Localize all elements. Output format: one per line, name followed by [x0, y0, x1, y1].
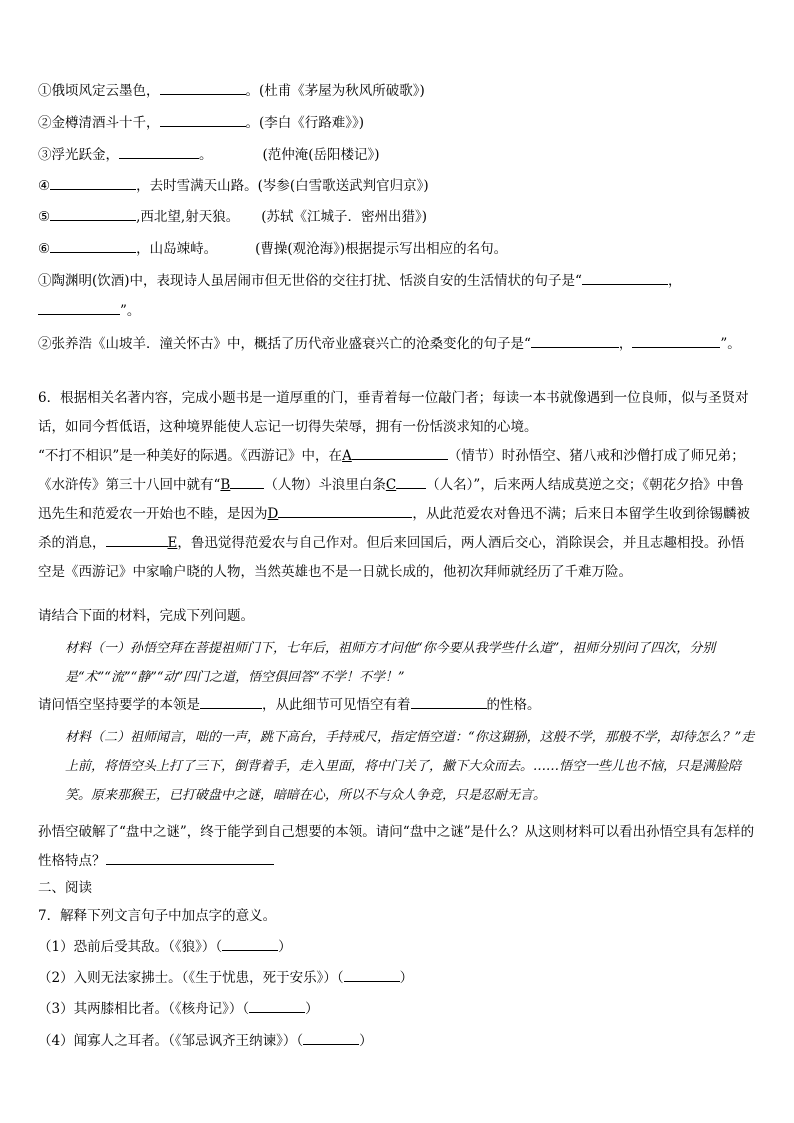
- line-text: ⑤: [38, 209, 51, 225]
- question-text: ，从此细节可见悟空有着: [262, 697, 411, 713]
- paragraph-text: ，鲁迅觉得范爱农与自己作对。但后来回国后，两人酒后交心，消除误会，并且志趣相投。孙悟空是《西游记》中家喻户晓的人物，当然英雄也不是一日就长成的，他初次拜师就经历了千难万险。: [38, 535, 745, 580]
- question-text: 的性格。: [486, 697, 541, 713]
- poetry-line-6: [38, 238, 756, 259]
- line-text: 。(杜甫《茅屋为秋风所破歌》): [245, 83, 425, 99]
- line-text: ⑥: [38, 241, 51, 257]
- question-7-item-1: [38, 936, 756, 957]
- answer-blank[interactable]: [531, 333, 619, 348]
- item-text: （1）恐前后受其敌。（《狼》）（: [38, 939, 223, 955]
- question-7-item-2: [38, 967, 756, 988]
- question-6-part-b: [38, 818, 756, 876]
- answer-blank-a[interactable]: [352, 445, 448, 460]
- item-text: （4）闻寡人之耳者。（《邹忌讽齐王纳谏》）（: [38, 1033, 304, 1049]
- poetry-line-4: [38, 175, 756, 196]
- line-text: ①俄顷风定云墨色，: [38, 83, 160, 99]
- line-text: ②金樽清酒斗十千，: [38, 115, 160, 131]
- question-text: 7．解释下列文言句子中加点字的意义。: [38, 908, 277, 924]
- line-text: ①陶渊明(饮酒)中，表现诗人虽居闹市但无世俗的交往打扰、恬淡自安的生活情状的句子是“: [38, 273, 582, 289]
- answer-blank-c[interactable]: [396, 474, 426, 489]
- answer-blank[interactable]: [632, 333, 720, 348]
- question-6-paragraph: [38, 442, 756, 587]
- paragraph-text: “不打不相识”是一种美好的际遇。《西游记》中，在: [38, 448, 343, 464]
- line-text: ③浮光跃金，: [38, 147, 119, 163]
- paragraph-text: 请结合下面的材料，完成下列问题。: [38, 608, 254, 624]
- item-text: ）: [305, 1001, 319, 1017]
- material-text: 材料（二）祖师闻言，咄的一声，跳下高台，手持戒尺，指定悟空道：“你这猢狲，这般不学，那般不学，却待怎么？”走上前，将悟空头上打了三下，倒背着手，走入里面，将中门关了，撇下大众而去。……悟空一些儿也不恼，只是满脸陪笑。原来那猴王，已打破盘中之谜，暗暗在心，所以不与众人争竞，只是忍耐无言。: [65, 730, 755, 803]
- item-text: ）: [359, 1033, 373, 1049]
- answer-blank[interactable]: [160, 112, 246, 127]
- line-text: 。: [199, 147, 213, 163]
- answer-blank-e[interactable]: [106, 532, 168, 547]
- poetry-line-7-cont: [38, 300, 756, 321]
- poetry-line-1: [38, 80, 756, 101]
- paragraph-text: （人物）斗浪里白条: [264, 477, 386, 493]
- answer-blank[interactable]: [303, 1030, 359, 1045]
- poetry-line-3: [38, 144, 756, 165]
- material-2: [38, 723, 756, 810]
- heading-text: 二、阅读: [38, 880, 92, 896]
- material-text: 材料（一）孙悟空拜在菩提祖师门下，七年后，祖师方才问他“你今要从我学些什么道”，祖师分别问了四次，分别是“术”“流”“静”“动”四门之道，悟空俱回答“不学！不学！”: [65, 641, 716, 685]
- answer-blank[interactable]: [249, 998, 305, 1013]
- question-6-instruction: [38, 606, 756, 626]
- line-text: ”。: [120, 303, 141, 319]
- line-source: (曹操(观沧海》)根据提示写出相应的名句。: [255, 241, 508, 257]
- answer-blank[interactable]: [50, 238, 136, 253]
- poetry-line-7: [38, 270, 756, 291]
- poetry-line-5: [38, 206, 756, 227]
- blank-label-b: B: [220, 477, 231, 493]
- line-source: (苏轼《江城子．密州出猎》): [261, 209, 427, 225]
- answer-blank[interactable]: [200, 694, 262, 709]
- paragraph-text: ，从此范爱农对鲁迅不满；后来日本留学生收到徐锡麟被杀的消息，: [38, 506, 750, 551]
- material-1: [38, 634, 756, 692]
- line-text: ④: [38, 178, 51, 194]
- question-text: 请问悟空坚持要学的本领是: [38, 697, 200, 713]
- line-text: ，: [667, 273, 682, 289]
- poetry-line-2: [38, 112, 756, 133]
- question-6-part-a: [38, 694, 756, 715]
- paragraph-text: （情节）时孙悟空、猪八戒和沙僧打成了师兄弟；《水浒传》第三十八回中就有“: [38, 448, 745, 493]
- answer-blank[interactable]: [38, 300, 120, 315]
- answer-blank[interactable]: [411, 694, 487, 709]
- line-text: ，: [618, 336, 633, 352]
- answer-blank[interactable]: [50, 206, 136, 221]
- question-text: 孙悟空破解了“盘中之谜”，终于能学到自己想要的本领。请问“盘中之谜”是什么？从这则材料可以看出孙悟空具有怎样的性格特点？: [38, 824, 755, 869]
- line-text: ,西北望,射天狼。: [136, 209, 240, 225]
- answer-blank[interactable]: [106, 850, 274, 865]
- answer-blank[interactable]: [160, 80, 246, 95]
- item-text: ）: [399, 970, 414, 986]
- line-text: ，去时雪满天山路。(岑参(白雪歌送武判官归京》): [136, 178, 429, 194]
- answer-blank[interactable]: [582, 270, 668, 285]
- answer-blank[interactable]: [222, 936, 278, 951]
- answer-blank-d[interactable]: [278, 503, 412, 518]
- line-source: (范仲淹(岳阳楼记》): [262, 147, 380, 163]
- item-text: ）: [278, 939, 292, 955]
- question-7-item-4: [38, 1030, 756, 1051]
- blank-label-d: D: [267, 506, 279, 522]
- answer-blank[interactable]: [344, 967, 400, 982]
- blank-label-e: E: [167, 535, 178, 551]
- poetry-line-8: [38, 333, 756, 354]
- line-text: ，山岛竦峙。: [136, 241, 218, 257]
- question-6-intro: [38, 384, 756, 442]
- question-7-item-3: [38, 998, 756, 1019]
- blank-label-a: A: [342, 448, 352, 464]
- line-text: 。(李白《行路难》》): [245, 115, 365, 131]
- answer-blank[interactable]: [50, 175, 136, 190]
- paragraph-text: （人名）”，后来两人结成莫逆之交；《朝花夕拾》中鲁迅先生和范爱农一开始也不睦，是因为: [38, 477, 744, 522]
- answer-blank[interactable]: [119, 144, 199, 159]
- section-heading: [38, 878, 756, 898]
- line-text: ”。: [720, 336, 741, 352]
- blank-label-c: C: [385, 477, 397, 493]
- paragraph-text: 6．根据相关名著内容，完成小题书是一道厚重的门，垂青着每一位敲门者；每读一本书就像遇到一位良师，似与圣贤对话，如同今哲低语，这种境界能使人忘记一切得失荣辱，拥有一份恬淡求知的心境。: [38, 390, 749, 435]
- question-7: [38, 906, 756, 926]
- item-text: （2）入则无法家拂士。（《生于忧患，死于安乐》）（: [38, 970, 344, 986]
- line-text: ②张养浩《山坡羊．潼关怀古》中，概括了历代帝业盛衰兴亡的沧桑变化的句子是“: [38, 336, 531, 352]
- answer-blank-b[interactable]: [230, 474, 264, 489]
- item-text: （3）其两膝相比者。（《核舟记》）（: [38, 1001, 250, 1017]
